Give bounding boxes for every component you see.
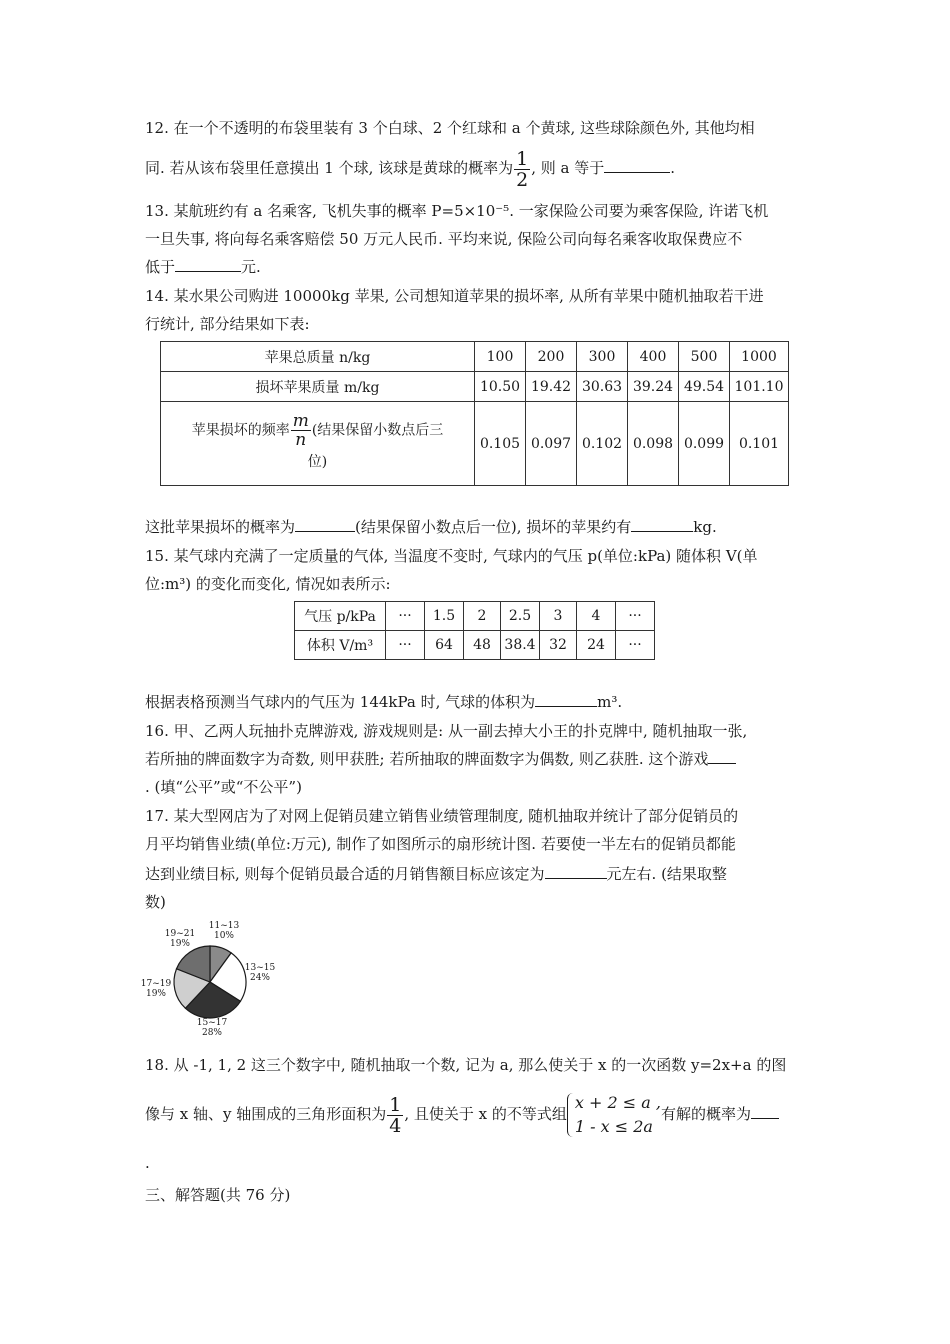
q14-cell: 0.101 xyxy=(730,402,789,486)
q13-answer-blank[interactable] xyxy=(175,257,241,272)
q14-row3-frac-den: n xyxy=(295,430,307,450)
pie-label-percent: 10% xyxy=(213,931,235,941)
q15-table-row-volume xyxy=(295,631,655,660)
pie-label-range: 11~13 xyxy=(208,921,240,931)
q15-row2-label: 体积 V/m³ xyxy=(295,631,386,660)
q17-line3-post: 元左右. (结果取整 xyxy=(606,865,727,883)
q16-line3: . (填“公平”或“不公平”) xyxy=(145,778,302,796)
q13-line3-post: 元. xyxy=(241,258,261,276)
q14-cell: 0.097 xyxy=(526,402,577,486)
q12-line2-end: . xyxy=(670,159,676,177)
q18-line3: . xyxy=(145,1154,150,1172)
q16-line2 xyxy=(145,749,736,769)
q17-line4: 数) xyxy=(145,893,166,911)
q14-cell: 30.63 xyxy=(577,372,628,402)
q12-frac-num: 1 xyxy=(516,147,529,170)
q12-line2-pre: 同. 若从该布袋里任意摸出 1 个球, 该球是黄球的概率为 xyxy=(145,159,514,177)
q14-cell: 49.54 xyxy=(679,372,730,402)
q14-cell: 0.098 xyxy=(628,402,679,486)
q18-frac-num: 1 xyxy=(389,1093,402,1116)
pie-label-percent: 24% xyxy=(249,973,271,983)
q15-after-pre: 根据表格预测当气球内的气压为 144kPa 时, 气球的体积为 xyxy=(145,693,536,711)
q14-after xyxy=(145,517,717,537)
q14-row3-label-a: 苹果损坏的频率 xyxy=(191,422,290,439)
q18-fraction xyxy=(387,1095,403,1136)
q14-cell: 10.50 xyxy=(475,372,526,402)
q15-table xyxy=(294,601,655,660)
pie-label-percent: 28% xyxy=(201,1028,223,1038)
q18-line2-post: 有解的概率为 xyxy=(660,1105,751,1123)
q15-cell: 32 xyxy=(540,631,577,660)
sales-pie-chart xyxy=(140,918,300,1048)
q15-cell: 2.5 xyxy=(501,602,540,631)
q14-line2: 行统计, 部分结果如下表: xyxy=(145,315,310,333)
q14-table-row-frequency xyxy=(161,402,789,486)
pie-label-percent: 19% xyxy=(169,939,191,949)
q13-line1: 13. 某航班约有 a 名乘客, 飞机失事的概率 P=5×10⁻⁵. 一家保险公司要为乘客保险, 许诺飞机 xyxy=(145,202,769,220)
q15-table-row-pressure xyxy=(295,602,655,631)
q18-ineq-2: 1 - x ≤ 2a xyxy=(574,1117,653,1136)
q14-cell: 0.105 xyxy=(475,402,526,486)
q17-line3-pre: 达到业绩目标, 则每个促销员最合适的月销售额目标应该定为 xyxy=(145,865,545,883)
q14-cell: 1000 xyxy=(730,342,789,372)
q15-cell: 64 xyxy=(425,631,464,660)
q18-ineq-1: x + 2 ≤ a , xyxy=(574,1093,661,1112)
q16-line2-pre: 若所抽的牌面数字为奇数, 则甲获胜; 若所抽取的牌面数字为偶数, 则乙获胜. 这个游戏 xyxy=(145,750,709,768)
q15-cell: 1.5 xyxy=(425,602,464,631)
q18-brace xyxy=(567,1093,574,1137)
pie-label-percent: 19% xyxy=(145,989,167,999)
q15-cell: 48 xyxy=(464,631,501,660)
q18-line2-mid: , 且使关于 x 的不等式组 xyxy=(404,1105,567,1123)
q14-cell: 39.24 xyxy=(628,372,679,402)
q14-cell: 0.099 xyxy=(679,402,730,486)
q18-line2 xyxy=(145,1090,779,1139)
pie-label-range: 17~19 xyxy=(140,979,172,989)
q12-frac-den: 2 xyxy=(516,168,529,191)
q14-row1-label: 苹果总质量 n/kg xyxy=(161,342,475,372)
q14-row3-label-b: (结果保留小数点后三 xyxy=(311,422,444,439)
q14-cell: 101.10 xyxy=(730,372,789,402)
section-heading: 三、解答题(共 76 分) xyxy=(145,1186,291,1204)
q14-cell: 19.42 xyxy=(526,372,577,402)
q15-cell: 38.4 xyxy=(501,631,540,660)
q14-answer-blank-1[interactable] xyxy=(295,517,355,532)
q14-row3-frac-num: m xyxy=(292,411,309,431)
q14-cell: 200 xyxy=(526,342,577,372)
q15-line1: 15. 某气球内充满了一定质量的气体, 当温度不变时, 气球内的气压 p(单位:kPa) 随体积 V(单 xyxy=(145,547,758,565)
q13-line3-pre: 低于 xyxy=(145,258,176,276)
q15-cell: ··· xyxy=(616,602,655,631)
q15-after-post: m³. xyxy=(597,693,623,711)
q15-cell: 2 xyxy=(464,602,501,631)
q15-cell: ··· xyxy=(616,631,655,660)
q15-row1-label: 气压 p/kPa xyxy=(295,602,386,631)
pie-label-range: 19~21 xyxy=(164,929,196,939)
q12-answer-blank[interactable] xyxy=(604,158,670,173)
q15-cell: 3 xyxy=(540,602,577,631)
q15-cell: ··· xyxy=(386,631,425,660)
q14-table xyxy=(160,341,789,486)
q12-line1: 12. 在一个不透明的布袋里装有 3 个白球、2 个红球和 a 个黄球, 这些球除颜色外, 其他均相 xyxy=(145,119,755,137)
q15-line2: 位:m³) 的变化而变化, 情况如表所示: xyxy=(145,575,391,593)
q17-answer-blank[interactable] xyxy=(545,864,607,879)
q14-answer-blank-2[interactable] xyxy=(631,517,693,532)
q14-cell: 500 xyxy=(679,342,730,372)
q18-answer-blank[interactable] xyxy=(751,1104,779,1119)
q14-row3-label-c: 位) xyxy=(307,454,328,470)
q17-line1: 17. 某大型网店为了对网上促销员建立销售业绩管理制度, 随机抽取并统计了部分促销员的 xyxy=(145,807,739,825)
q14-row3-fraction xyxy=(291,412,311,449)
q15-cell: 4 xyxy=(577,602,616,631)
pie-label-range: 15~17 xyxy=(196,1018,228,1028)
q16-line1: 16. 甲、乙两人玩抽扑克牌游戏, 游戏规则是: 从一副去掉大小王的扑克牌中, 随机抽取一张, xyxy=(145,722,748,740)
q14-after-post: kg. xyxy=(693,518,717,536)
q12-line2 xyxy=(145,148,675,190)
q17-line3 xyxy=(145,864,727,884)
q14-table-row-total xyxy=(161,342,789,372)
q14-row2-label: 损坏苹果质量 m/kg xyxy=(161,372,475,402)
q16-answer-blank[interactable] xyxy=(708,749,736,764)
q15-after xyxy=(145,692,622,712)
q14-row3-label xyxy=(161,402,475,486)
q15-cell: 24 xyxy=(577,631,616,660)
q13-line3 xyxy=(145,257,261,277)
q14-cell: 300 xyxy=(577,342,628,372)
pie-label-range: 13~15 xyxy=(244,963,276,973)
q14-cell: 0.102 xyxy=(577,402,628,486)
q15-answer-blank[interactable] xyxy=(535,692,597,707)
q18-line1: 18. 从 -1, 1, 2 这三个数字中, 随机抽取一个数, 记为 a, 那么使关于 x 的一次函数 y=2x+a 的图 xyxy=(145,1056,787,1074)
q14-after-pre: 这批苹果损坏的概率为 xyxy=(145,518,296,536)
q18-frac-den: 4 xyxy=(389,1114,402,1137)
q14-cell: 400 xyxy=(628,342,679,372)
q12-line2-post: , 则 a 等于 xyxy=(531,159,605,177)
q17-line2: 月平均销售业绩(单位:万元), 制作了如图所示的扇形统计图. 若要使一半左右的促销员都能 xyxy=(145,835,736,853)
q14-cell: 100 xyxy=(475,342,526,372)
q18-line2-pre: 像与 x 轴、y 轴围成的三角形面积为 xyxy=(145,1105,387,1123)
q18-inequality-system xyxy=(567,1091,661,1139)
q14-line1: 14. 某水果公司购进 10000kg 苹果, 公司想知道苹果的损坏率, 从所有苹果中随机抽取若干进 xyxy=(145,287,764,305)
q15-cell: ··· xyxy=(386,602,425,631)
q14-table-row-damaged xyxy=(161,372,789,402)
q12-fraction xyxy=(514,149,530,190)
q13-line2: 一旦失事, 将向每名乘客赔偿 50 万元人民币. 平均来说, 保险公司向每名乘客收取保费应不 xyxy=(145,230,743,248)
q14-after-mid: (结果保留小数点后一位), 损坏的苹果约有 xyxy=(355,518,632,536)
